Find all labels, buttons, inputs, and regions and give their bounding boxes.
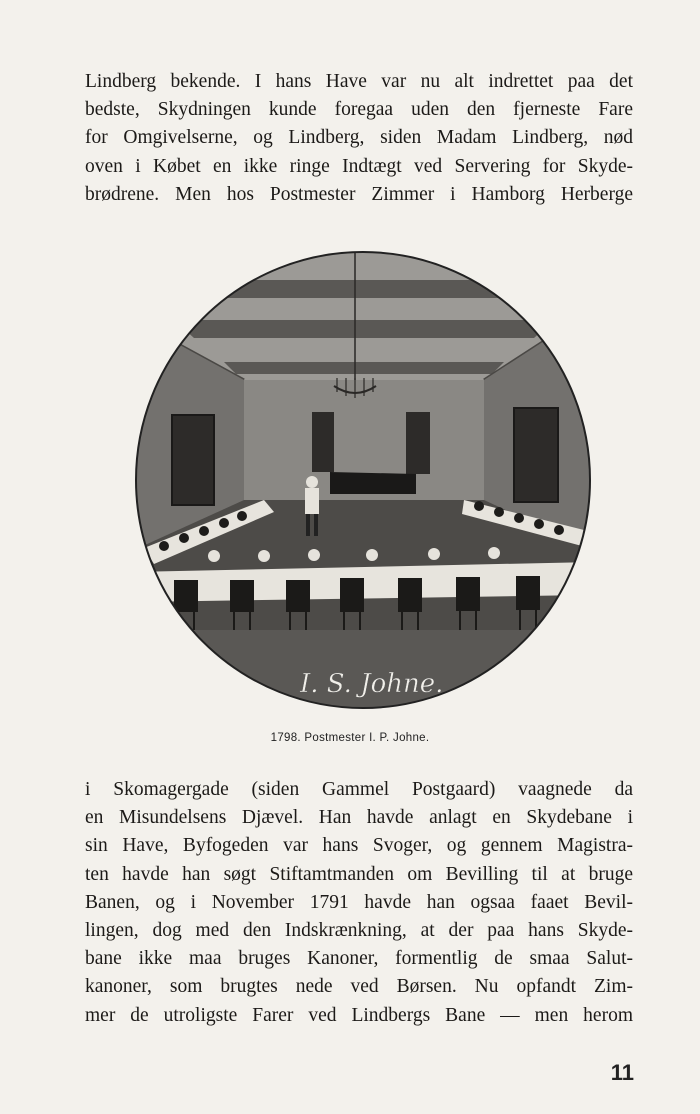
circular-illustration (134, 250, 592, 710)
bottom-paragraph (85, 776, 633, 1030)
text-line: mer de utroligste Farer ved Lindbergs Bane — men herom (85, 1004, 633, 1026)
page-number: 11 (610, 1060, 634, 1085)
figure-caption: 1798. Postmester I. P. Johne. (270, 732, 430, 744)
text-line: bane ikke maa bruges Kanoner, formentlig de smaa Salut- (85, 948, 633, 970)
text-line: kanoner, som brugtes nede ved Børsen. Nu opfandt Zim- (85, 976, 633, 998)
text-line: ten havde han søgt Stiftamtmanden om Bevilling til at bruge (85, 863, 633, 885)
text-line: brødrene. Men hos Postmester Zimmer i Hamborg Herberge (85, 183, 633, 205)
artist-signature: I. S. Johne. (300, 669, 444, 699)
text-line: lingen, dog med den Indskrænkning, at der paa hans Skyde- (85, 919, 633, 941)
top-paragraph (85, 68, 633, 209)
text-line: for Omgivelserne, og Lindberg, siden Madam Lindberg, nød (85, 127, 633, 149)
text-line: en Misundelsens Djævel. Han havde anlagt en Skydebane i (85, 807, 633, 829)
text-line: sin Have, Byfogeden var hans Svoger, og gennem Magistra- (85, 835, 633, 857)
text-line: Lindberg bekende. I hans Have var nu alt indrettet paa det (85, 71, 633, 92)
text-line: oven i Købet en ikke ringe Indtægt ved Servering for Skyde- (85, 155, 633, 177)
text-line: bedste, Skydningen kunde foregaa uden den fjerneste Fare (85, 99, 633, 121)
text-line: Banen, og i November 1791 havde han ogsaa faaet Bevil- (85, 891, 633, 913)
text-line: i Skomagergade (siden Gammel Postgaard) vaagnede da (85, 779, 633, 800)
